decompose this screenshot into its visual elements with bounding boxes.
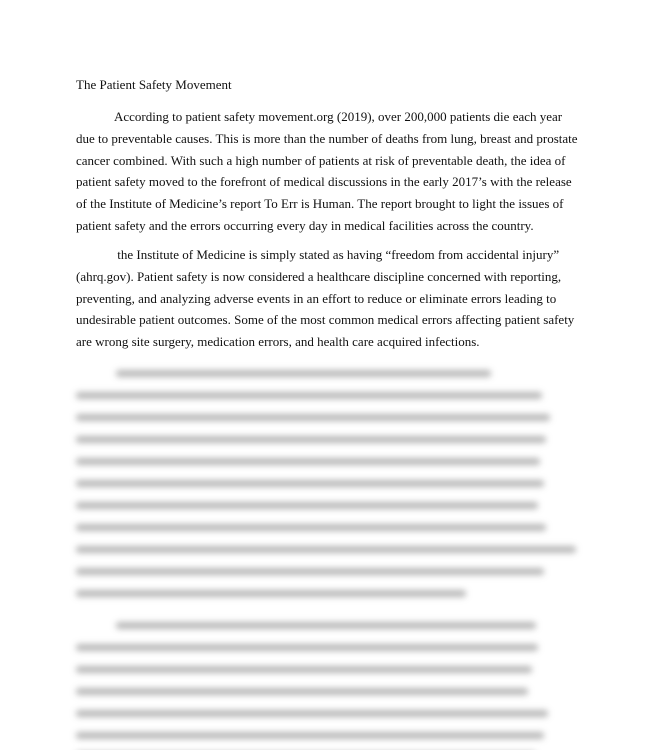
blurred-line xyxy=(76,502,538,509)
line-text: the Institute of Medicine is simply stated as having “freedom from accidental injury” xyxy=(114,247,560,262)
paragraph-line: due to preventable causes. This is more than the number of deaths from lung, breast and prostate xyxy=(76,130,578,146)
paragraph-line: patient safety and the errors occurring every day in medical facilities across the country. xyxy=(76,217,534,233)
blurred-line xyxy=(76,414,550,421)
paragraph-1 xyxy=(76,106,576,237)
blurred-line xyxy=(76,480,544,487)
blurred-text-block xyxy=(0,342,650,750)
paragraph-line: are wrong site surgery, medication errors, and health care acquired infections. xyxy=(76,334,480,350)
paragraph-line xyxy=(76,106,576,128)
paragraph-line: undesirable patient outcomes. Some of the most common medical errors affecting patient safety xyxy=(76,312,575,328)
blurred-line xyxy=(116,622,536,629)
paragraph-2 xyxy=(76,244,576,353)
blurred-preview-region xyxy=(0,342,650,750)
paragraph-line: (ahrq.gov). Patient safety is now considered a healthcare discipline concerned with reporting, xyxy=(76,268,562,284)
blurred-line xyxy=(76,524,546,531)
paragraph-line: cancer combined. With such a high number of patients at risk of preventable death, the idea of xyxy=(76,152,566,168)
blurred-line xyxy=(76,732,544,739)
paragraph-line: patient safety moved to the forefront of medical discussions in the early 2017’s with the release xyxy=(76,174,572,190)
paragraph-line: of the Institute of Medicine’s report To Err is Human. The report brought to light the issues of xyxy=(76,196,564,212)
blurred-line xyxy=(76,688,528,695)
line-text: According to patient safety movement.org (2019), over 200,000 patients die each year xyxy=(114,109,563,124)
blurred-line xyxy=(76,436,546,443)
blurred-line xyxy=(116,370,491,377)
blurred-line xyxy=(76,546,576,553)
blurred-line xyxy=(76,644,538,651)
blurred-line xyxy=(76,666,532,673)
blurred-line xyxy=(76,458,540,465)
blurred-line xyxy=(76,590,466,597)
paragraph-line xyxy=(76,244,576,266)
blurred-line xyxy=(76,710,548,717)
blurred-line xyxy=(76,568,544,575)
paragraph-line: preventing, and analyzing adverse events in an effort to reduce or eliminate errors leading to xyxy=(76,290,557,306)
document-title: The Patient Safety Movement xyxy=(76,77,232,92)
blurred-line xyxy=(76,392,542,399)
